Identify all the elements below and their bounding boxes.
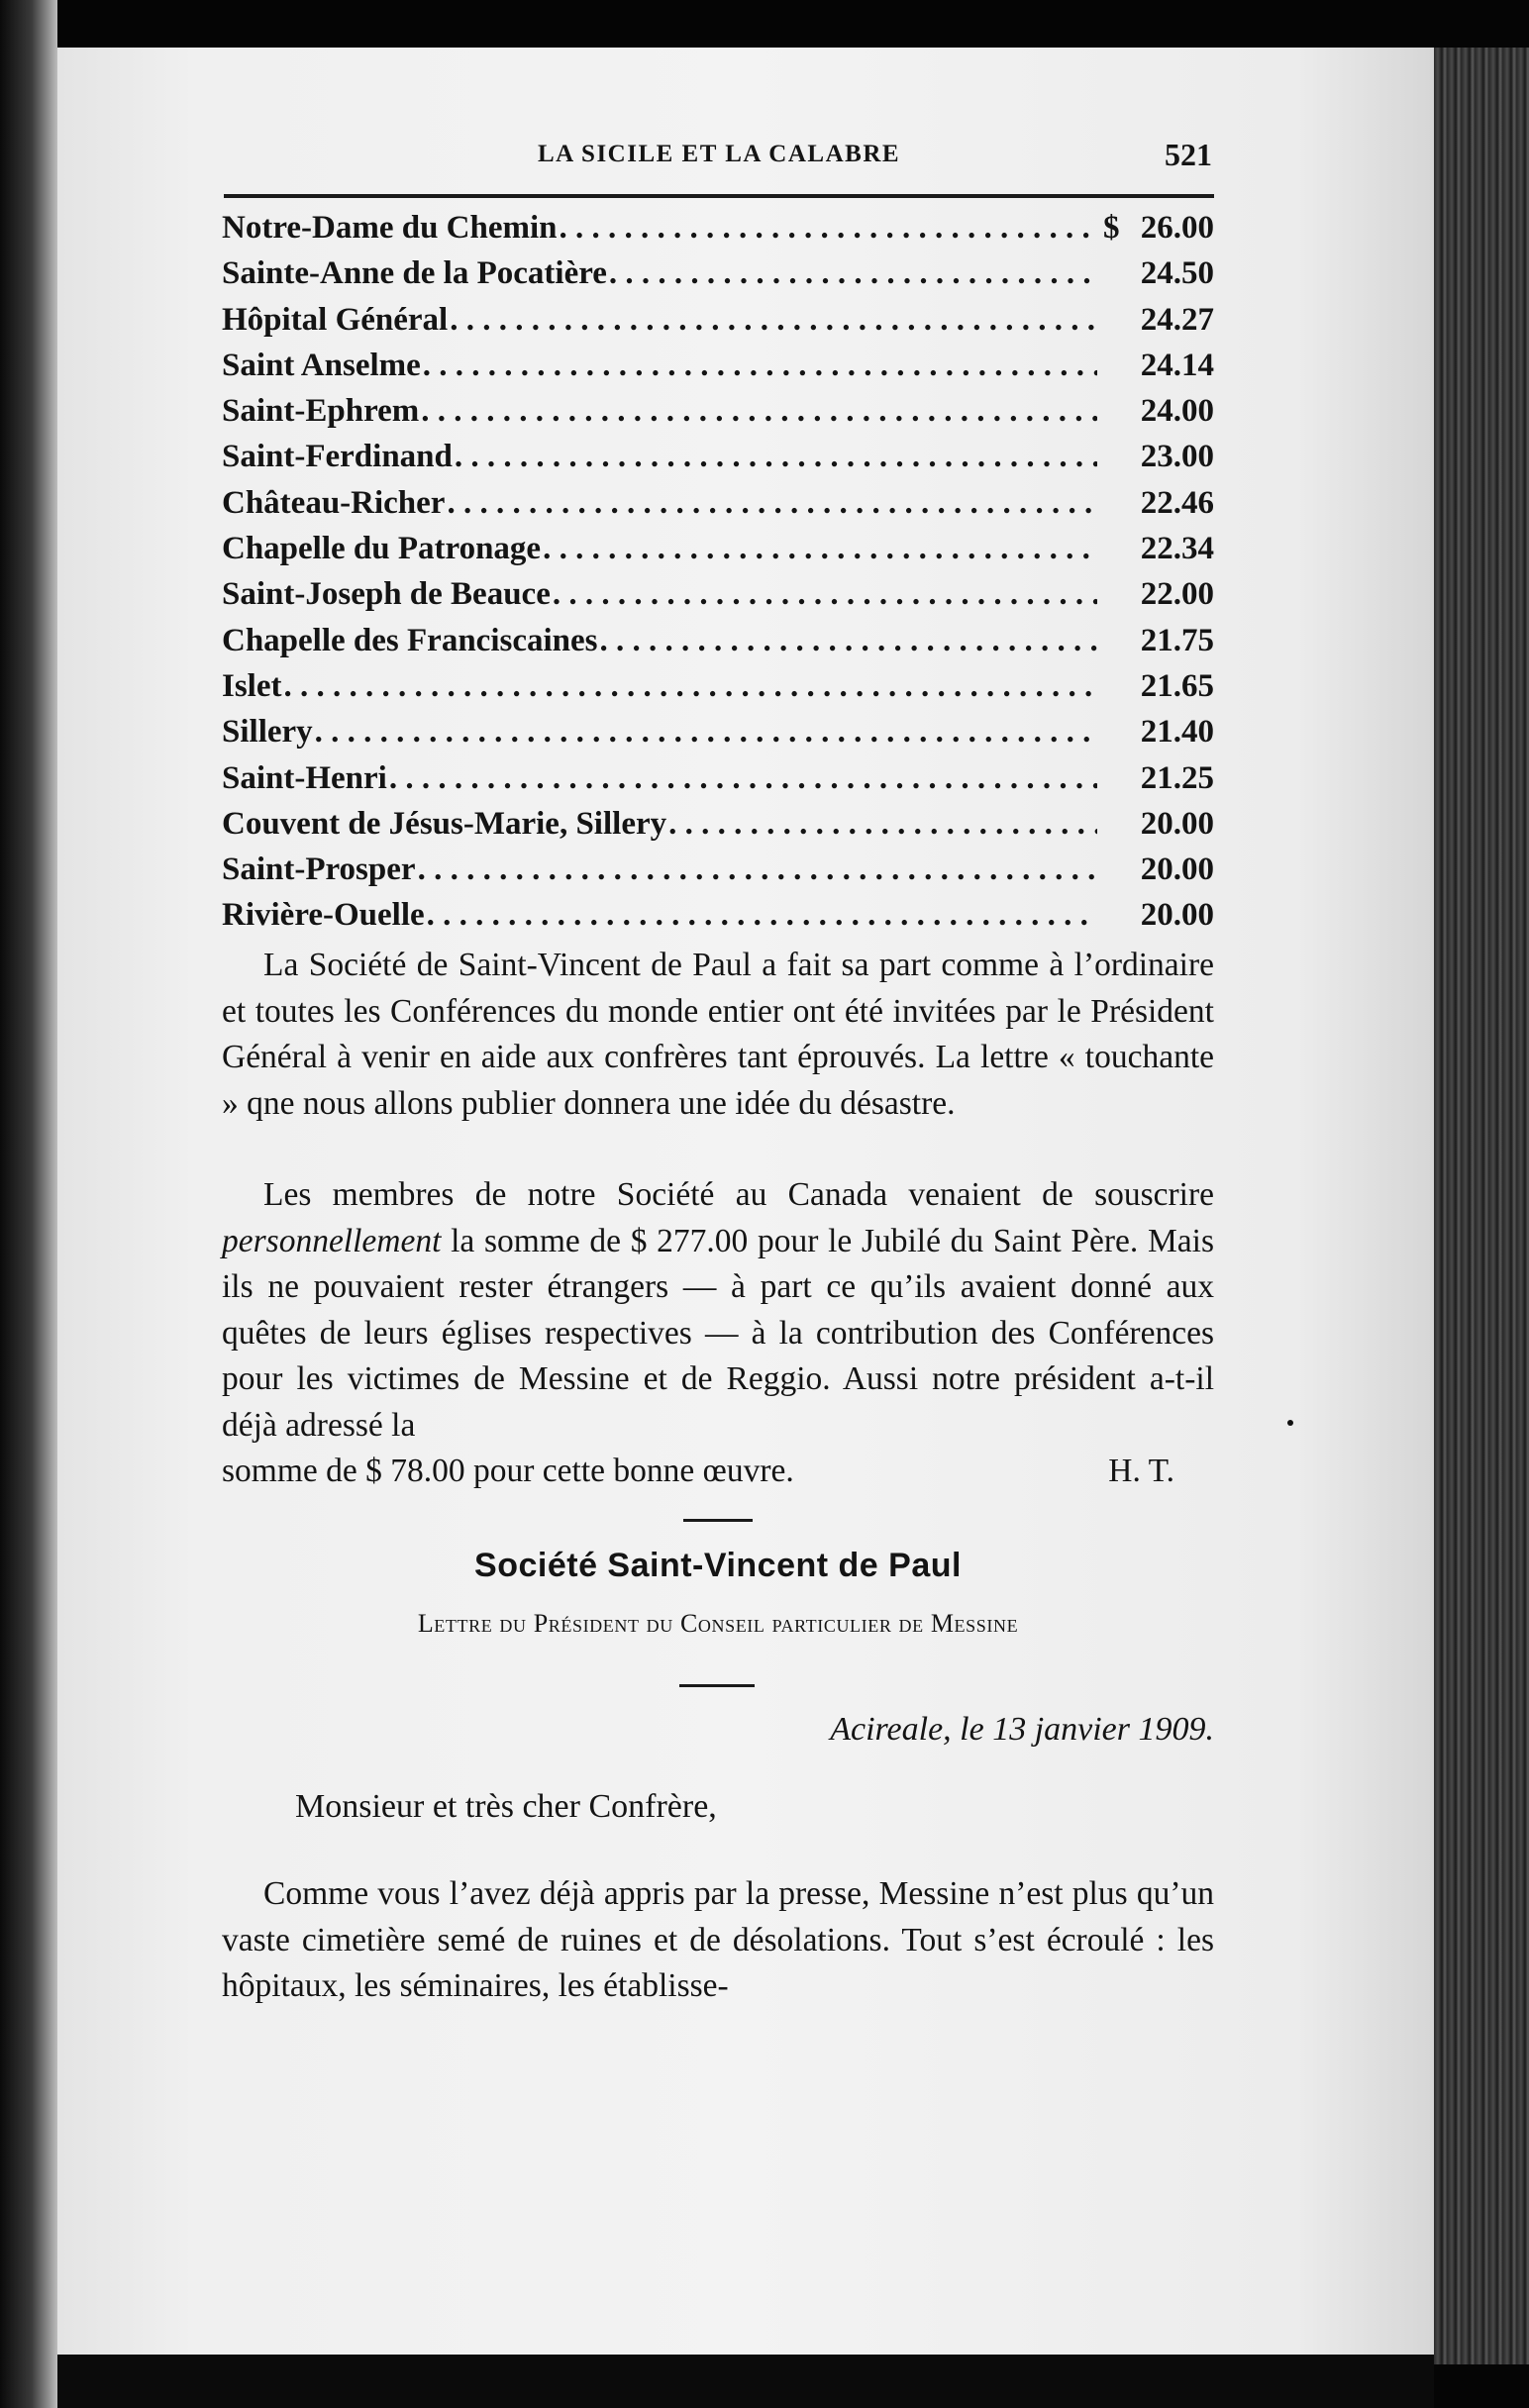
paragraph-3	[222, 1871, 1214, 2010]
donation-row	[222, 348, 1214, 393]
donation-amount: 23.00	[1140, 439, 1214, 475]
donation-amount: 26.00	[1140, 210, 1214, 246]
paragraph-2-text-a: Les membres de notre Société au Canada venaient de souscrire	[263, 1176, 1214, 1213]
paragraph-3-text: Comme vous l’avez déjà appris par la presse, Messine n’est plus qu’un vaste cimetière semé de ruines et de désolations. Tout s’est écroulé : les hôpitaux, les séminaires, les établisse-	[222, 1875, 1214, 2004]
dot-leader	[560, 210, 1097, 247]
donation-row	[222, 806, 1214, 852]
donation-row	[222, 897, 1214, 943]
donation-name: Sillery	[222, 714, 313, 751]
donation-name: Saint-Ferdinand	[222, 439, 453, 475]
donation-amount: 20.00	[1140, 852, 1214, 888]
letter-dateline: Acireale, le 13 janvier 1909.	[830, 1711, 1214, 1748]
donation-row	[222, 714, 1214, 759]
donation-row	[222, 302, 1214, 348]
donation-amount: 24.27	[1140, 301, 1214, 338]
currency-symbol: $	[1103, 210, 1120, 246]
page-header	[226, 137, 1212, 180]
dot-leader	[609, 255, 1097, 292]
header-rule	[224, 194, 1214, 198]
donation-row	[222, 210, 1214, 255]
dot-leader	[447, 485, 1097, 522]
section-title: Société Saint-Vincent de Paul	[474, 1547, 962, 1584]
donation-amount: 21.40	[1140, 714, 1214, 751]
donation-list	[222, 210, 1214, 944]
donation-name: Saint Anselme	[222, 347, 421, 383]
donation-amount: 24.00	[1140, 393, 1214, 430]
donation-name: Hôpital Général	[222, 301, 449, 338]
donation-name: Chapelle du Patronage	[222, 531, 542, 567]
donation-amount: 24.50	[1140, 255, 1214, 292]
donation-row	[222, 393, 1214, 439]
donation-amount: 20.00	[1140, 805, 1214, 842]
donation-row	[222, 439, 1214, 484]
section-divider-bottom	[679, 1684, 755, 1687]
donation-name: Saint-Henri	[222, 759, 387, 796]
donation-row	[222, 668, 1214, 714]
dot-leader	[421, 393, 1097, 430]
donation-amount: 21.65	[1140, 667, 1214, 704]
letter-subtitle: Lettre du Président du Conseil particulier de Messine	[417, 1609, 1019, 1638]
scan-speck	[1287, 1420, 1293, 1426]
donation-row	[222, 623, 1214, 668]
paragraph-2	[222, 1172, 1214, 1495]
dot-leader	[427, 897, 1097, 934]
donation-name: Saint-Prosper	[222, 852, 416, 888]
dot-leader	[450, 302, 1097, 339]
donation-name: Saint-Joseph de Beauce	[222, 576, 551, 613]
donation-amount: 22.46	[1140, 484, 1214, 521]
donation-row	[222, 760, 1214, 806]
donation-amount: 20.00	[1140, 897, 1214, 934]
paragraph-2-last-line: somme de $ 78.00 pour cette bonne œuvre.	[222, 1453, 794, 1489]
donation-amount: 22.34	[1140, 531, 1214, 567]
donation-row	[222, 531, 1214, 576]
donation-row	[222, 255, 1214, 301]
section-divider-top	[683, 1519, 753, 1522]
dot-leader	[418, 852, 1097, 888]
donation-name: Islet	[222, 667, 282, 704]
donation-name: Saint-Ephrem	[222, 393, 420, 430]
dot-leader	[553, 576, 1097, 613]
dot-leader	[668, 806, 1097, 843]
donation-row	[222, 852, 1214, 897]
dot-leader	[315, 714, 1097, 751]
running-title: LA SICILE ET LA CALABRE	[537, 141, 901, 167]
donation-amount: 21.25	[1140, 759, 1214, 796]
donation-row	[222, 485, 1214, 531]
paragraph-1	[222, 943, 1214, 1127]
dot-leader	[543, 531, 1097, 567]
paragraph-2-closing-line	[222, 1449, 1214, 1495]
paragraph-1-text: La Société de Saint-Vincent de Paul a fait sa part comme à l’ordinaire et toutes les Conférences du monde entier ont été invitées par le Président Général à venir en aide aux confrères tant éprouvés. La lettre « touchante » qne nous allons publier donnera une idée du désastre.	[222, 947, 1214, 1122]
binding-edge-left	[0, 0, 57, 2408]
donation-name: Couvent de Jésus-Marie, Sillery	[222, 805, 667, 842]
paragraph-2-text-b: la somme de $ 277.00 pour le Jubilé du Saint Père. Mais ils ne pouvaient rester étrangers — à part ce qu’ils avaient donné aux quêtes de leurs églises respectives — à la contribution des Conférences pour les victimes de Messine et de Reggio. Aussi notre président a-t-il déjà adressé la	[222, 1222, 1214, 1444]
donation-name: Sainte-Anne de la Pocatière	[222, 255, 607, 292]
donation-name: Rivière-Ouelle	[222, 897, 425, 934]
letter-salutation: Monsieur et très cher Confrère,	[295, 1788, 717, 1825]
donation-row	[222, 576, 1214, 622]
donation-amount: 22.00	[1140, 576, 1214, 613]
bottom-margin-shadow	[57, 2355, 1434, 2408]
dot-leader	[423, 348, 1097, 384]
donation-name: Château-Richer	[222, 484, 446, 521]
donation-name: Chapelle des Franciscaines	[222, 622, 598, 658]
signature-initials: H. T.	[1108, 1453, 1174, 1489]
dot-leader	[455, 439, 1097, 475]
donation-name: Notre-Dame du Chemin	[222, 210, 558, 246]
dot-leader	[389, 760, 1097, 797]
donation-amount: 24.14	[1140, 347, 1214, 383]
donation-amount: 21.75	[1140, 622, 1214, 658]
page-number: 521	[1165, 137, 1212, 172]
dot-leader	[284, 668, 1098, 705]
paragraph-2-emphasis: personnellement	[222, 1222, 442, 1259]
page-stack-edge-right	[1434, 48, 1529, 2364]
dot-leader	[599, 623, 1097, 659]
